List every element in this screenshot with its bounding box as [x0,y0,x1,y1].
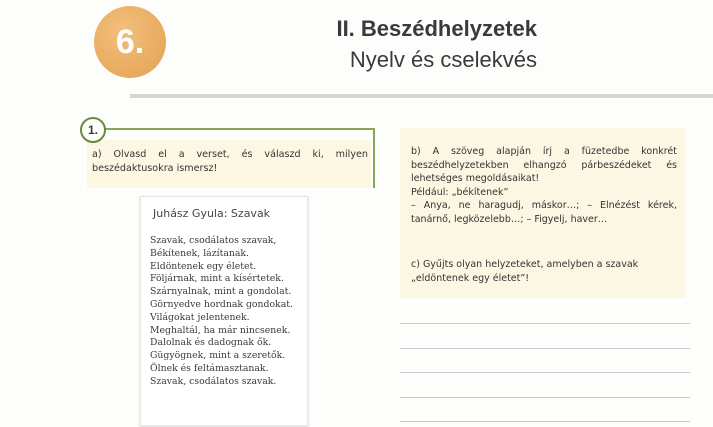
writing-line [400,372,690,373]
task-a-text: a) Olvasd el a verset, és válaszd ki, milyen beszédaktusokra ismersz! [92,149,368,174]
poem-line: Békítenek, lázítanak. [150,247,249,259]
poem-line: Gügyögnek, mint a szeretők. [150,350,286,362]
lesson-number-badge [94,6,166,78]
writing-line [400,421,690,422]
poem-line: Szavak, csodálatos szavak, [150,235,277,246]
section-subtitle: Nyelv és cselekvés [349,47,537,72]
poem-line: Ölnek és feltámasztanak. [150,362,269,374]
task-number-badge [80,117,106,143]
poem-text [150,235,306,389]
section-title: II. Beszédhelyzetek [336,16,537,41]
task-b-example-label: Például: „békítenek” [411,186,509,198]
poem-line: Szavak, csodálatos szavak. [150,375,277,387]
poem-title: Juhász Gyula: Szavak [153,207,271,220]
task-c-text: c) Gyűjts olyan helyzeteket, amelyben a szavak „eldöntenek egy életet”! [411,259,639,284]
lesson-number: 6. [115,22,145,61]
task-number: 1. [87,123,98,137]
task-rule [100,128,375,130]
task-rule-vertical [373,128,375,188]
task-b-example: – Anya, ne haragudj, máskor…; – Elnézést kérek, tanárnő, legközelebb…; – Figyelj, haver… [411,200,677,225]
poem-line: Följárnak, mint a kísértetek. [150,273,284,285]
writing-line [400,348,690,349]
task-b-text [411,145,677,226]
writing-line [400,323,690,324]
writing-line [400,397,690,398]
header-rule [130,94,713,98]
poem-line: Világokat jelentenek. [150,311,250,323]
poem-line: Eldöntenek egy életet. [150,260,257,272]
poem-line: Görnyedve hordnak gondokat. [150,298,293,310]
poem-line: Dalolnak és dadognak ők. [150,337,272,349]
poem-line: Meghaltál, ha már nincsenek. [150,324,291,336]
task-b-instruction: b) A szöveg alapján írj a füzetedbe konkrét beszédhelyzetekben elhangzó párbeszédeket és lehetséges megoldásaikat! [411,146,677,184]
poem-line: Szárnyalnak, mint a gondolat. [150,286,292,298]
